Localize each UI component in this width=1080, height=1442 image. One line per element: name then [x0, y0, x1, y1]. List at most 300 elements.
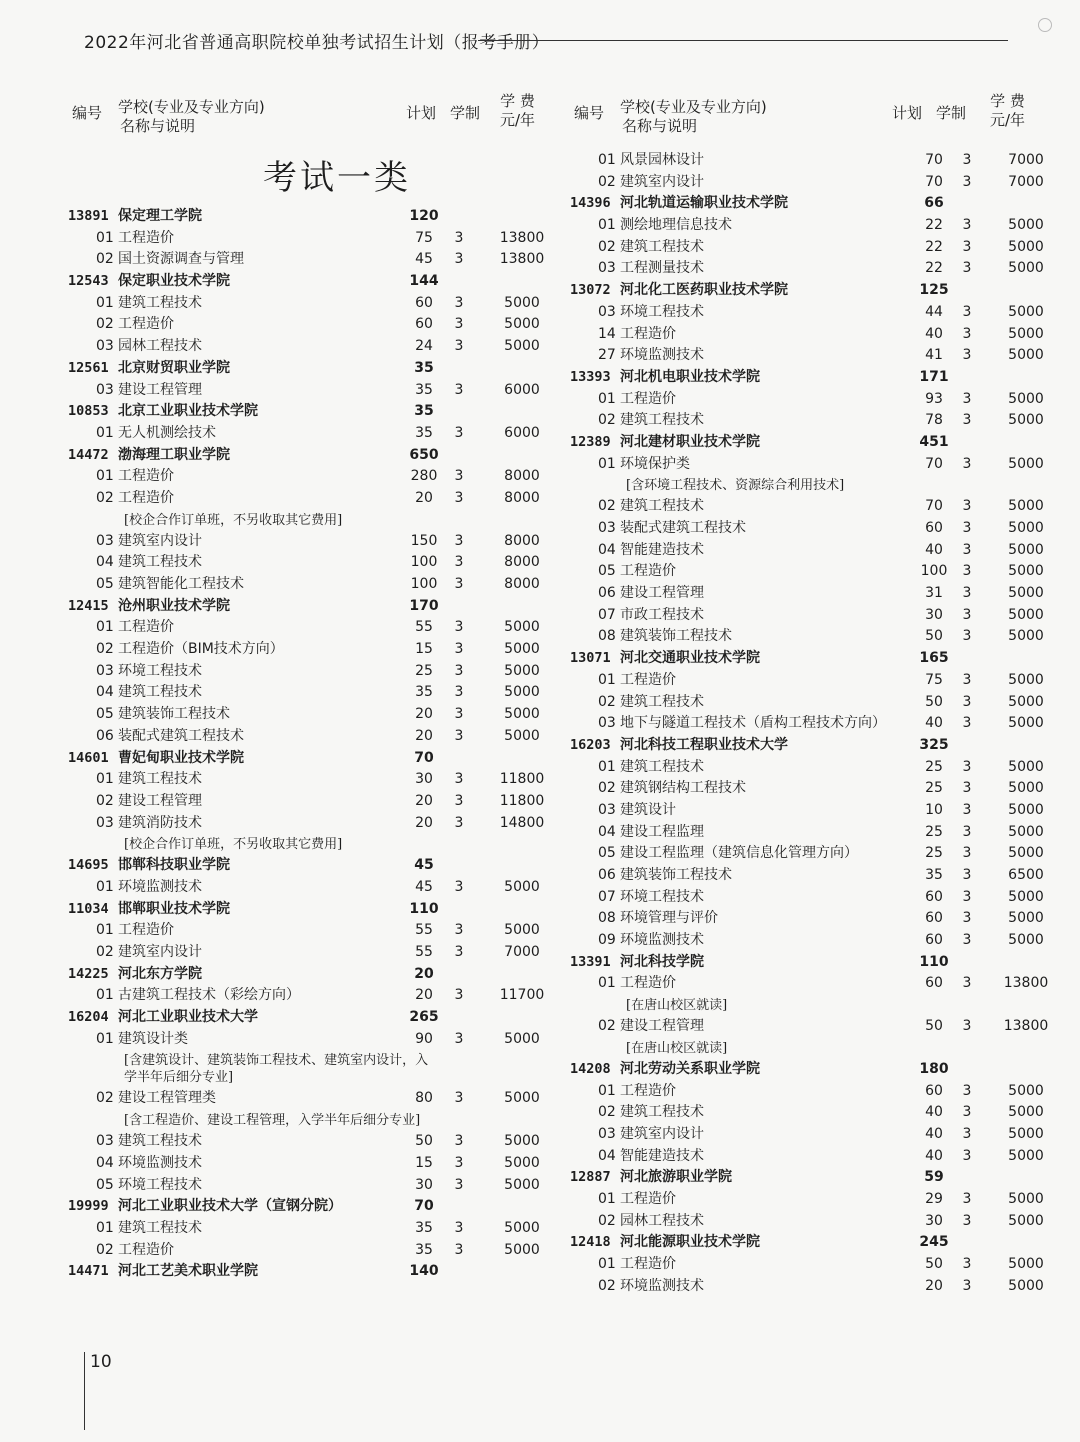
school-plan: 245 [919, 1234, 949, 1251]
major-years: 3 [454, 1154, 464, 1171]
school-plan: 70 [414, 1198, 434, 1215]
major-plan: 60 [925, 888, 943, 905]
major-years: 3 [962, 845, 972, 862]
major-id: 02 [96, 489, 114, 506]
school-row [64, 1007, 550, 1029]
major-plan: 35 [415, 1219, 433, 1236]
major-name: 工程造价 [620, 975, 676, 992]
school-plan: 35 [414, 403, 434, 420]
major-row [64, 574, 550, 596]
major-name: 建筑工程技术 [620, 238, 704, 255]
major-id: 07 [598, 888, 616, 905]
major-plan: 70 [925, 498, 943, 515]
major-fee: 11800 [499, 792, 545, 809]
major-years: 3 [454, 1219, 464, 1236]
note-text: [校企合作订单班，不另收取其它费用] [124, 837, 343, 853]
major-years: 3 [454, 229, 464, 246]
major-plan: 25 [925, 780, 943, 797]
major-years: 3 [962, 1190, 972, 1207]
major-fee: 5000 [1008, 303, 1044, 320]
major-fee: 6000 [504, 424, 540, 441]
major-years: 3 [962, 498, 972, 515]
major-fee: 5000 [1008, 758, 1044, 775]
major-fee: 5000 [504, 619, 540, 636]
header-code: 编号 [72, 104, 103, 122]
major-fee: 5000 [1008, 606, 1044, 623]
major-plan: 20 [415, 814, 433, 831]
major-name: 建筑钢结构工程技术 [620, 780, 746, 797]
major-years: 3 [454, 641, 464, 658]
major-row [64, 552, 550, 574]
major-plan: 20 [415, 489, 433, 506]
major-name: 园林工程技术 [620, 1212, 704, 1229]
school-name: 河北工业职业技术大学（宣钢分院） [118, 1198, 342, 1215]
major-row [566, 757, 1056, 779]
major-row [64, 1131, 550, 1153]
major-id: 01 [598, 152, 616, 168]
major-name: 建筑消防技术 [118, 814, 202, 831]
major-years: 3 [962, 671, 972, 688]
major-id: 03 [96, 1133, 114, 1150]
major-row [64, 942, 550, 964]
school-plan: 170 [409, 597, 439, 614]
major-plan: 100 [410, 576, 438, 592]
major-years: 3 [454, 338, 464, 355]
school-plan: 171 [919, 368, 949, 385]
major-name: 建设工程管理 [118, 381, 202, 398]
major-row [566, 1211, 1056, 1233]
major-years: 3 [962, 1018, 972, 1035]
major-row [566, 930, 1056, 952]
major-years: 3 [962, 563, 972, 580]
major-fee: 5000 [504, 294, 540, 311]
major-row [566, 605, 1056, 627]
school-row [566, 367, 1056, 389]
major-fee: 13800 [499, 251, 545, 268]
major-name: 工程测量技术 [620, 260, 704, 277]
right-table-body [566, 150, 1056, 1297]
major-years: 3 [962, 1082, 972, 1099]
major-name: 装配式建筑工程技术 [620, 520, 746, 536]
major-row [566, 843, 1056, 865]
major-years: 3 [962, 823, 972, 840]
major-fee: 7000 [1008, 173, 1044, 190]
major-years: 3 [454, 316, 464, 333]
major-id: 04 [96, 1154, 114, 1171]
major-plan: 40 [925, 1125, 943, 1142]
major-id: 03 [598, 520, 616, 536]
major-row [566, 324, 1056, 346]
major-id: 02 [598, 780, 616, 797]
major-name: 建筑工程技术 [118, 1133, 202, 1150]
major-years: 3 [454, 294, 464, 311]
school-name: 保定理工学院 [118, 208, 202, 224]
left-table-body [64, 206, 550, 1283]
school-code: 14396 [570, 195, 611, 212]
major-fee: 5000 [1008, 260, 1044, 277]
header-fee-line1: 学 费 [500, 92, 535, 110]
major-plan: 45 [415, 251, 433, 268]
major-plan: 22 [925, 217, 943, 234]
major-id: 02 [598, 1018, 616, 1035]
major-years: 3 [454, 878, 464, 895]
major-row [566, 800, 1056, 822]
major-fee: 13800 [499, 229, 545, 246]
major-id: 05 [96, 1176, 114, 1193]
major-years: 3 [962, 1104, 972, 1121]
major-name: 风景园林设计 [620, 152, 704, 168]
major-row [566, 496, 1056, 518]
major-plan: 30 [925, 1212, 943, 1229]
major-fee: 8000 [504, 489, 540, 506]
major-name: 工程造价 [118, 229, 174, 246]
major-name: 建筑工程技术 [620, 1104, 704, 1121]
major-row [64, 1240, 550, 1262]
school-plan: 35 [414, 359, 434, 376]
major-plan: 15 [415, 1154, 433, 1171]
major-id: 01 [96, 922, 114, 939]
major-years: 3 [962, 910, 972, 927]
major-id: 03 [598, 801, 616, 818]
major-years: 3 [962, 693, 972, 710]
major-fee: 13800 [1003, 1018, 1049, 1035]
major-years: 3 [454, 814, 464, 831]
major-row [566, 561, 1056, 583]
major-years: 3 [454, 662, 464, 679]
major-fee: 5000 [1008, 628, 1044, 645]
major-name: 环境保护类 [620, 455, 690, 472]
major-plan: 93 [925, 390, 943, 407]
major-name: 智能建造技术 [620, 541, 704, 558]
major-plan: 20 [415, 792, 433, 809]
major-id: 27 [598, 347, 616, 364]
major-fee: 5000 [1008, 1082, 1044, 1099]
major-fee: 5000 [504, 878, 540, 895]
school-plan: 20 [414, 965, 434, 982]
major-years: 3 [454, 771, 464, 788]
major-plan: 20 [415, 706, 433, 723]
major-plan: 40 [925, 715, 943, 732]
running-title: 2022年河北省普通高职院校单独考试招生计划（报考手册） [84, 33, 550, 53]
major-name: 地下与隧道工程技术（盾构工程技术方向） [620, 715, 886, 732]
major-id: 05 [598, 563, 616, 580]
major-plan: 15 [415, 641, 433, 658]
major-name: 环境工程技术 [620, 303, 704, 320]
major-plan: 55 [415, 944, 433, 960]
school-plan: 180 [919, 1060, 949, 1077]
school-name: 河北科技工程职业技术大学 [620, 736, 788, 753]
major-name: 市政工程技术 [620, 606, 704, 623]
major-row [566, 626, 1056, 648]
major-years: 3 [454, 381, 464, 398]
major-fee: 5000 [504, 1241, 540, 1258]
major-plan: 25 [415, 662, 433, 679]
header-code: 编号 [574, 104, 605, 122]
header-name-line2: 名称与说明 [120, 117, 196, 135]
major-plan: 25 [925, 758, 943, 775]
major-row [64, 336, 550, 358]
major-id: 01 [598, 1082, 616, 1099]
major-row [566, 822, 1056, 844]
major-name: 环境工程技术 [118, 662, 202, 679]
page-number: 10 [90, 1352, 112, 1372]
major-row [566, 908, 1056, 930]
note-row [566, 475, 1056, 496]
major-plan: 50 [925, 1256, 943, 1272]
major-row [64, 726, 550, 748]
major-name: 建筑智能化工程技术 [118, 576, 244, 592]
school-code: 13072 [570, 282, 611, 299]
note-row [64, 834, 550, 855]
major-plan: 30 [925, 606, 943, 623]
major-years: 3 [962, 585, 972, 602]
major-name: 建筑工程技术 [620, 498, 704, 515]
major-years: 3 [454, 684, 464, 701]
major-row [566, 1254, 1056, 1276]
major-plan: 150 [410, 532, 438, 549]
major-years: 3 [962, 932, 972, 949]
major-name: 园林工程技术 [118, 338, 202, 355]
major-id: 03 [598, 260, 616, 277]
major-row [64, 639, 550, 661]
major-years: 3 [962, 347, 972, 364]
major-row [64, 617, 550, 639]
major-id: 06 [96, 727, 114, 744]
major-fee: 5000 [1008, 1190, 1044, 1207]
major-years: 3 [454, 944, 464, 960]
major-years: 3 [454, 576, 464, 592]
major-fee: 5000 [504, 727, 540, 744]
major-id: 04 [96, 684, 114, 701]
major-fee: 5000 [1008, 347, 1044, 364]
school-code: 14695 [68, 857, 109, 874]
major-fee: 5000 [504, 1154, 540, 1171]
school-code: 12887 [570, 1169, 611, 1186]
school-name: 河北交通职业技术学院 [620, 650, 760, 667]
major-plan: 35 [415, 424, 433, 441]
major-plan: 35 [925, 867, 943, 883]
major-years: 3 [454, 468, 464, 485]
major-plan: 22 [925, 260, 943, 277]
major-row [64, 877, 550, 899]
school-code: 14601 [68, 749, 109, 766]
major-name: 工程造价 [118, 922, 174, 939]
school-name: 河北能源职业技术学院 [620, 1234, 760, 1251]
major-id: 03 [96, 662, 114, 679]
school-name: 河北机电职业技术学院 [620, 368, 760, 385]
major-years: 3 [454, 489, 464, 506]
school-code: 19999 [68, 1198, 109, 1215]
major-row [566, 1016, 1056, 1038]
school-row [64, 1196, 550, 1218]
school-plan: 650 [409, 446, 439, 463]
major-fee: 5000 [1008, 693, 1044, 710]
major-row [566, 540, 1056, 562]
major-years: 3 [454, 706, 464, 723]
major-row [566, 258, 1056, 280]
right-column [566, 94, 1056, 1297]
major-row [64, 488, 550, 510]
major-plan: 60 [925, 910, 943, 927]
major-id: 01 [96, 229, 114, 246]
major-plan: 60 [925, 1082, 943, 1099]
major-name: 工程造价 [620, 563, 676, 580]
major-plan: 60 [925, 975, 943, 992]
major-fee: 5000 [504, 922, 540, 939]
school-row [566, 193, 1056, 215]
major-fee: 5000 [1008, 1147, 1044, 1164]
major-row [64, 293, 550, 315]
major-name: 智能建造技术 [620, 1147, 704, 1164]
major-years: 3 [962, 541, 972, 558]
header-years: 学制 [936, 104, 967, 122]
major-id: 03 [96, 532, 114, 549]
major-row [566, 172, 1056, 194]
major-fee: 5000 [1008, 780, 1044, 797]
major-id: 04 [598, 823, 616, 840]
major-id: 04 [598, 1147, 616, 1164]
major-name: 建筑工程技术 [620, 693, 704, 710]
major-years: 3 [962, 780, 972, 797]
major-row [566, 583, 1056, 605]
school-row [64, 964, 550, 986]
school-plan: 325 [919, 736, 949, 753]
major-name: 环境监测技术 [620, 347, 704, 364]
major-plan: 50 [925, 693, 943, 710]
school-code: 16203 [570, 736, 611, 753]
note-row [64, 1110, 550, 1131]
major-name: 建筑装饰工程技术 [620, 867, 732, 883]
major-years: 3 [962, 325, 972, 342]
major-id: 03 [96, 381, 114, 398]
major-plan: 20 [925, 1277, 943, 1294]
school-plan: 125 [919, 282, 949, 299]
school-plan: 165 [919, 650, 949, 667]
major-name: 工程造价 [620, 325, 676, 342]
school-name: 河北工艺美术职业学院 [118, 1263, 258, 1280]
major-plan: 41 [925, 347, 943, 364]
major-row [566, 410, 1056, 432]
school-code: 12389 [570, 433, 611, 450]
major-years: 3 [454, 1090, 464, 1107]
school-plan: 59 [924, 1169, 944, 1186]
school-row [64, 271, 550, 293]
header-fee [990, 92, 1025, 130]
major-name: 工程造价 [118, 316, 174, 333]
major-plan: 30 [415, 771, 433, 788]
major-id: 01 [96, 1030, 114, 1047]
major-row [566, 1146, 1056, 1168]
school-row [566, 1059, 1056, 1081]
school-plan: 451 [919, 433, 949, 450]
school-code: 14225 [68, 965, 109, 982]
major-id: 06 [598, 585, 616, 602]
major-id: 08 [598, 910, 616, 927]
major-id: 04 [96, 554, 114, 571]
major-plan: 60 [925, 932, 943, 949]
major-years: 3 [962, 1256, 972, 1272]
school-code: 13391 [570, 953, 611, 970]
major-fee: 5000 [504, 662, 540, 679]
major-name: 工程造价 [118, 489, 174, 506]
major-row [64, 682, 550, 704]
left-column [64, 94, 550, 1283]
school-plan: 144 [409, 273, 439, 290]
note-text: [含建筑设计、建筑装饰工程技术、建筑室内设计，入学半年后细分专业] [124, 1053, 429, 1086]
major-plan: 50 [925, 628, 943, 645]
major-id: 01 [96, 294, 114, 311]
major-name: 无人机测绘技术 [118, 424, 216, 441]
major-row [566, 1124, 1056, 1146]
major-years: 3 [962, 606, 972, 623]
major-fee: 5000 [504, 1133, 540, 1150]
major-fee: 5000 [1008, 1125, 1044, 1142]
major-fee: 5000 [504, 1176, 540, 1193]
major-name: 工程造价 [118, 468, 174, 485]
major-id: 01 [598, 671, 616, 688]
major-id: 03 [598, 1125, 616, 1142]
major-row [64, 228, 550, 250]
major-plan: 60 [415, 316, 433, 333]
major-fee: 5000 [1008, 932, 1044, 949]
major-plan: 44 [925, 303, 943, 320]
major-fee: 11800 [499, 771, 545, 788]
major-name: 建筑室内设计 [620, 1125, 704, 1142]
school-code: 14472 [68, 446, 109, 463]
major-row [64, 1175, 550, 1197]
major-name: 建筑室内设计 [118, 532, 202, 549]
major-years: 3 [454, 1030, 464, 1047]
major-name: 建筑装饰工程技术 [118, 706, 230, 723]
school-plan: 45 [414, 857, 434, 874]
major-name: 古建筑工程技术（彩绘方向） [118, 987, 300, 1004]
major-plan: 80 [415, 1090, 433, 1107]
major-id: 02 [598, 1104, 616, 1121]
major-name: 建设工程监理 [620, 823, 704, 840]
header-name-line1: 学校(专业及专业方向) [620, 98, 767, 116]
major-row [64, 1218, 550, 1240]
major-row [566, 454, 1056, 476]
school-name: 曹妃甸职业技术学院 [118, 749, 244, 766]
major-id: 05 [598, 845, 616, 862]
school-code: 14471 [68, 1263, 109, 1280]
major-id: 02 [598, 412, 616, 429]
school-name: 北京工业职业技术学院 [118, 403, 258, 420]
major-name: 建筑工程技术 [620, 412, 704, 429]
header-fee [500, 92, 535, 130]
major-plan: 31 [925, 585, 943, 602]
school-row [566, 1167, 1056, 1189]
major-id: 01 [598, 390, 616, 407]
major-name: 建筑工程技术 [620, 758, 704, 775]
major-plan: 55 [415, 922, 433, 939]
major-id: 02 [96, 1090, 114, 1107]
major-name: 装配式建筑工程技术 [118, 727, 244, 744]
major-id: 01 [96, 619, 114, 636]
major-plan: 55 [415, 619, 433, 636]
note-text: [含环境工程技术、资源综合利用技术] [626, 478, 845, 494]
major-years: 3 [962, 173, 972, 190]
major-name: 建筑室内设计 [118, 944, 202, 960]
school-plan: 66 [924, 195, 944, 212]
school-row [64, 899, 550, 921]
major-name: 建筑设计类 [118, 1030, 188, 1047]
note-row [64, 510, 550, 531]
major-name: 工程造价 [620, 1256, 676, 1272]
major-row [566, 237, 1056, 259]
major-years: 3 [962, 390, 972, 407]
major-id: 02 [96, 316, 114, 333]
